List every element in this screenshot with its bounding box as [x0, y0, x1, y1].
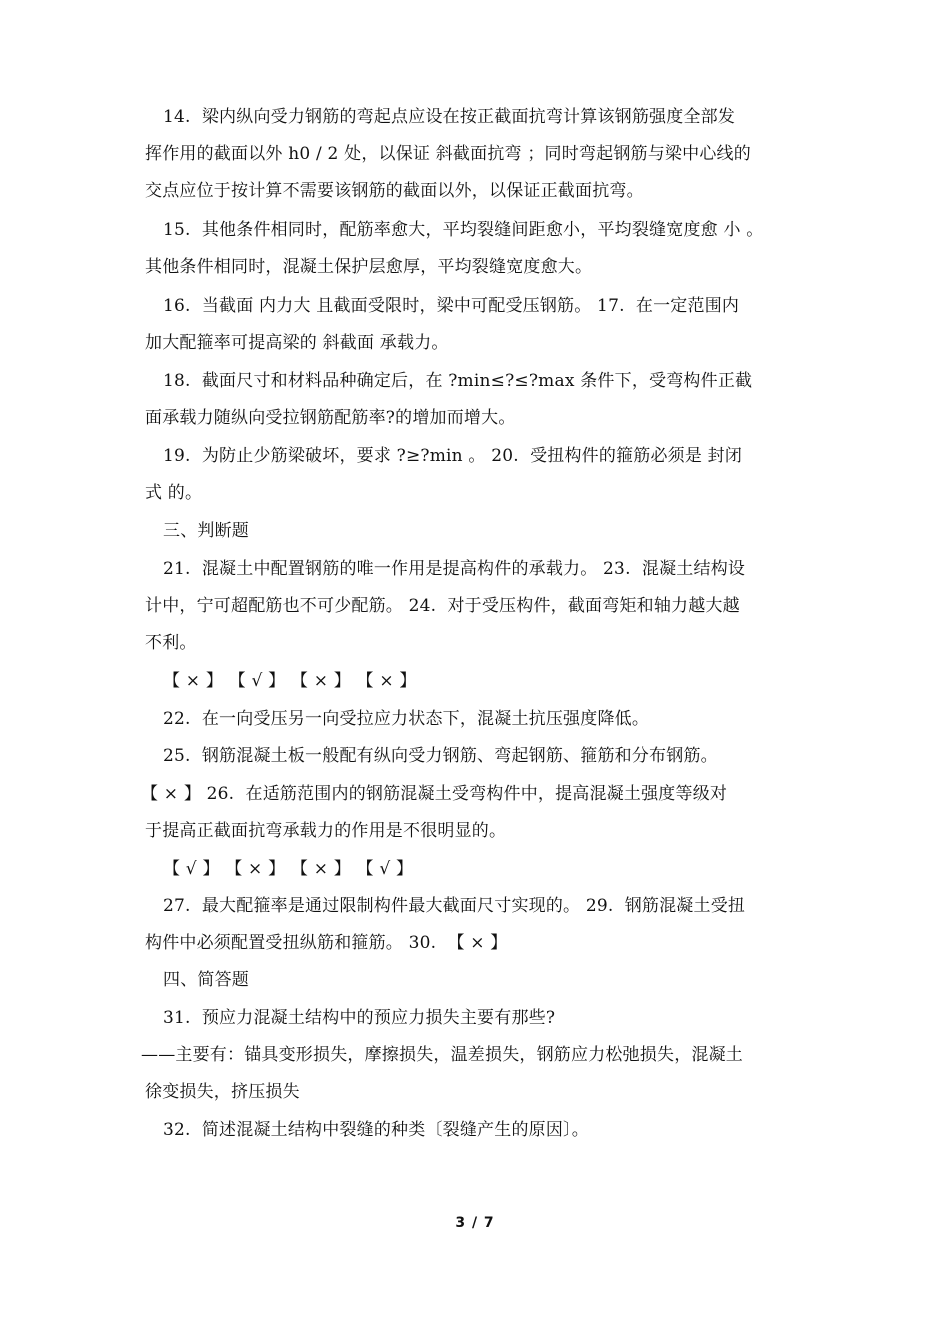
text-line: 挥作用的截面以外 h0 / 2 处，以保证 斜截面抗弯 ；同时弯起钢筋与梁中心线的 [145, 144, 751, 164]
text-line: 加大配箍率可提高梁的 斜截面 承载力。 [145, 333, 449, 353]
text-line: 31. 预应力混凝土结构中的预应力损失主要有那些? [163, 1008, 556, 1028]
text-line: 27. 最大配箍率是通过限制构件最大截面尺寸实现的。 29. 钢筋混凝土受扭 [163, 896, 746, 916]
text-line: 16. 当截面 内力大 且截面受限时，梁中可配受压钢筋。 17. 在一定范围内 [163, 296, 740, 316]
text-line: 构件中必须配置受扭纵筋和箍筋。 30. 【 × 】 [145, 933, 508, 953]
text-line: 32. 简述混凝土结构中裂缝的种类〔裂缝产生的原因〕。 [163, 1120, 589, 1140]
text-line: 22. 在一向受压另一向受拉应力状态下，混凝土抗压强度降低。 [163, 709, 650, 729]
text-line: 于提高正截面抗弯承载力的作用是不很明显的。 [145, 821, 507, 841]
page-number: 3 / 7 [455, 1215, 495, 1231]
text-line: ——主要有：锚具变形损失，摩擦损失，温差损失，钢筋应力松弛损失，混凝土 [141, 1045, 743, 1065]
section-heading: 三、判断题 [163, 521, 249, 541]
text-line: 19. 为防止少筋梁破坏，要求 ?≥?min 。 20. 受扭构件的箍筋必须是 封闭 [163, 446, 743, 466]
text-line: 其他条件相同时，混凝土保护层愈厚，平均裂缝宽度愈大。 [145, 257, 593, 277]
text-line: 18. 截面尺寸和材料品种确定后，在 ?min≤?≤?max 条件下，受弯构件正截 [163, 371, 753, 391]
text-line: 交点应位于按计算不需要该钢筋的截面以外，以保证正截面抗弯。 [145, 181, 644, 201]
section-heading: 四、简答题 [163, 970, 249, 990]
answer-line: 【 × 】 【 √ 】 【 × 】 【 × 】 [163, 671, 417, 691]
text-line: 式 的。 [145, 483, 203, 503]
text-line: 21. 混凝土中配置钢筋的唯一作用是提高构件的承载力。 23. 混凝土结构设 [163, 559, 746, 579]
text-line: 徐变损失，挤压损失 [145, 1082, 300, 1102]
text-line: 【 × 】 26. 在适筋范围内的钢筋混凝土受弯构件中，提高混凝土强度等级对 [141, 784, 728, 804]
answer-line: 【 √ 】 【 × 】 【 × 】 【 √ 】 [163, 859, 414, 879]
text-line: 25. 钢筋混凝土板一般配有纵向受力钢筋、弯起钢筋、箍筋和分布钢筋。 [163, 746, 718, 766]
text-line: 15. 其他条件相同时，配筋率愈大，平均裂缝间距愈小，平均裂缝宽度愈 小 。 [163, 220, 764, 240]
text-line: 面承载力随纵向受拉钢筋配筋率?的增加而增大。 [145, 408, 516, 428]
text-line: 14. 梁内纵向受力钢筋的弯起点应设在按正截面抗弯计算该钢筋强度全部发 [163, 107, 736, 127]
text-line: 不利。 [145, 633, 197, 653]
text-line: 计中，宁可超配筋也不可少配筋。 24. 对于受压构件，截面弯矩和轴力越大越 [145, 596, 740, 616]
